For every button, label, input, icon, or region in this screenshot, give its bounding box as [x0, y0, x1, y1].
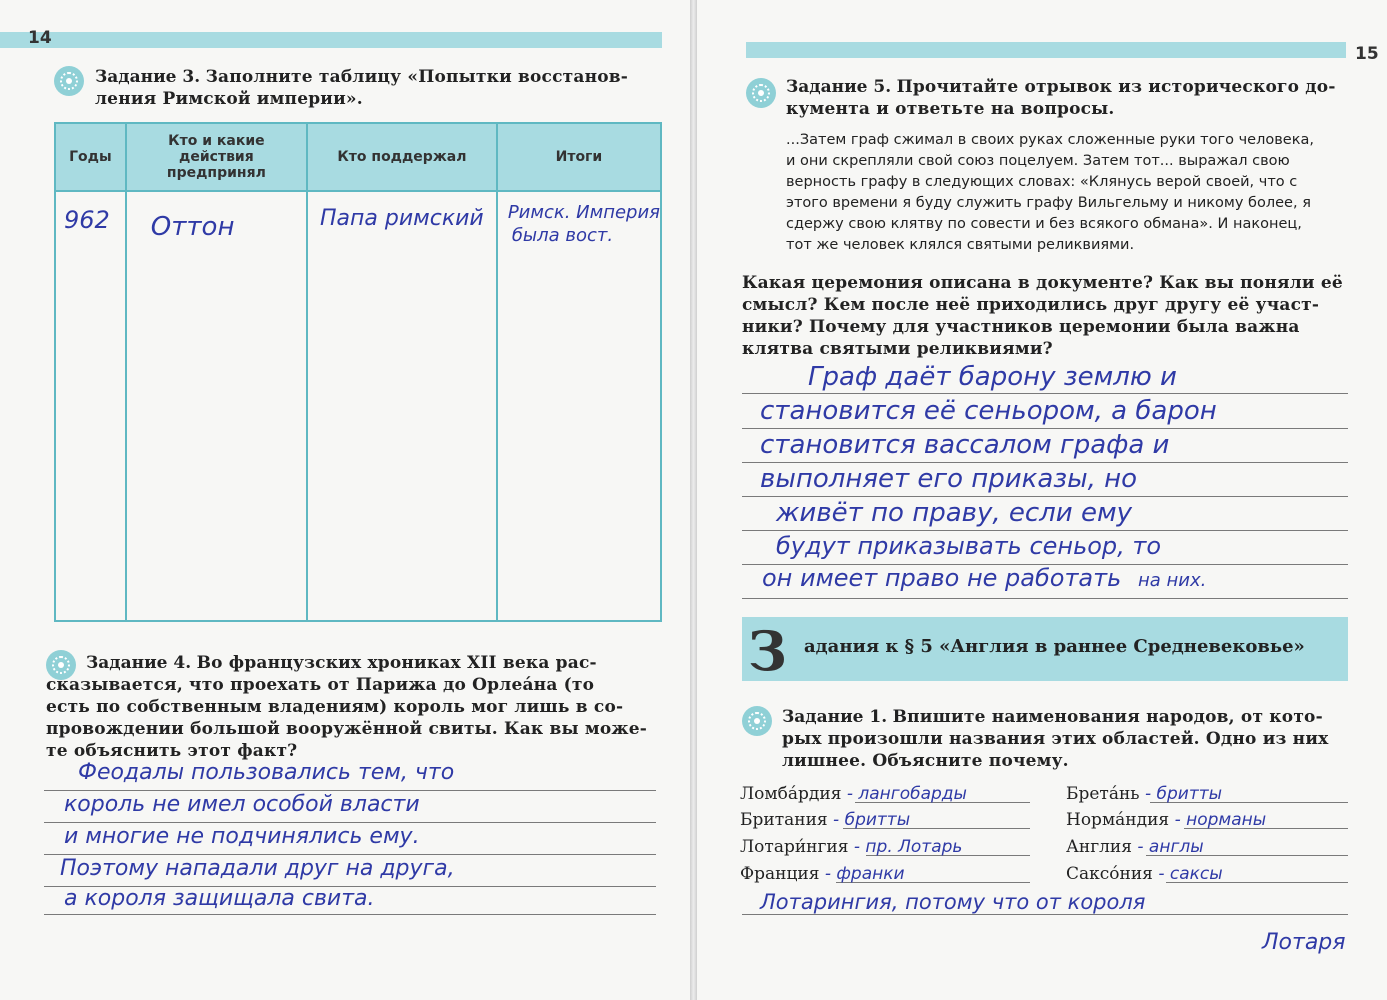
task5-questions	[742, 272, 1354, 360]
task5-heading	[786, 76, 1352, 120]
task1-label: Задание 1.	[782, 707, 888, 727]
top-stripe	[0, 32, 662, 48]
col-header-results: Итоги	[497, 123, 661, 191]
task4-answer-1[interactable]: Феодалы пользовались тем, что	[78, 760, 455, 785]
quote-line: верность графу в следующих словах: «Клянусь верой своей, что с	[786, 174, 1298, 190]
region-answer[interactable]: - бритты	[1144, 784, 1223, 804]
task4-answer-3[interactable]: и многие не подчинялись ему.	[64, 824, 420, 849]
table-row	[55, 191, 661, 621]
quote-line: тот же человек клялся святыми реликвиями.	[786, 237, 1135, 253]
region-anglia	[1066, 837, 1204, 857]
task-badge-icon	[742, 706, 772, 736]
task4-text-3: есть по собственным владениям) король мог лишь в со-	[46, 697, 624, 717]
task1-answer-2[interactable]: Лотаря	[1262, 930, 1346, 955]
task1-text-3: лишнее. Объясните почему.	[782, 751, 1069, 771]
task5-text-2: кумента и ответьте на вопросы.	[786, 99, 1115, 119]
region-name: Британия	[740, 810, 828, 830]
answer-line	[44, 914, 656, 915]
region-francia	[740, 864, 905, 884]
cell-who[interactable]	[126, 191, 307, 621]
task1-heading	[782, 706, 1352, 772]
task4-heading	[86, 652, 656, 674]
cell-year[interactable]	[55, 191, 126, 621]
task5-answer-7[interactable]: он имеет право не работать	[762, 564, 1122, 592]
page-number: 15	[1355, 44, 1379, 64]
answer-line	[742, 428, 1348, 429]
region-normandia	[1066, 810, 1266, 830]
section-title: адания к § 5 «Англия в раннее Средневековье»	[804, 636, 1305, 657]
region-britania	[740, 810, 910, 830]
region-name: Англия	[1066, 837, 1132, 857]
region-lombardia	[740, 784, 967, 804]
task3-text-2: ления Римской империи».	[95, 89, 363, 109]
question-line: смысл? Кем после неё приходились друг другу её участ-	[742, 295, 1320, 315]
answer-line	[742, 530, 1348, 531]
col-header-supported: Кто поддержал	[307, 123, 497, 191]
section-heading	[742, 617, 1348, 681]
task5-label: Задание 5.	[786, 77, 892, 97]
region-bretan	[1066, 784, 1222, 804]
task4-text-2: сказывается, что проехать от Парижа до Орлеáна (то	[46, 675, 595, 695]
top-stripe	[746, 42, 1346, 58]
quote-line: этого времени я буду служить графу Вильгельму и никому более, я	[786, 195, 1311, 211]
cell-results[interactable]	[497, 191, 661, 621]
question-line: Какая церемония описана в документе? Как вы поняли её	[742, 273, 1343, 293]
task-badge-icon	[54, 66, 84, 96]
task5-answer-5[interactable]: живёт по праву, если ему	[776, 498, 1132, 528]
answer-line	[742, 496, 1348, 497]
region-name: Нормáндия	[1066, 810, 1170, 830]
task5-answer-2[interactable]: становится её сеньором, а барон	[760, 396, 1217, 426]
region-name: Ломбáрдия	[740, 784, 842, 804]
task4-answer-5[interactable]: а короля защищала свита.	[64, 886, 375, 911]
col-header-who: Кто и какие действия предпринял	[126, 123, 307, 191]
region-saksonia	[1066, 864, 1223, 884]
region-answer[interactable]: - англы	[1137, 837, 1204, 857]
task5-text-1: Прочитайте отрывок из исторического до-	[896, 77, 1336, 97]
task3-table	[54, 122, 662, 622]
region-answer[interactable]: - лангобарды	[846, 784, 967, 804]
answer-line	[44, 854, 656, 855]
task4-text-1: Во французских хрониках XII века рас-	[196, 653, 597, 673]
region-answer[interactable]: - бритты	[833, 810, 911, 830]
supported-value: Папа римский	[319, 206, 484, 231]
region-lotaringia	[740, 837, 962, 857]
task5-answer-8[interactable]: на них.	[1138, 570, 1207, 591]
region-name: Бретáнь	[1066, 784, 1140, 804]
task4-body	[46, 674, 656, 762]
region-answer[interactable]: - франки	[824, 864, 905, 884]
region-name: Лотари́нгия	[740, 837, 849, 857]
answer-line	[742, 914, 1348, 915]
task5-answer-3[interactable]: становится вассалом графа и	[760, 430, 1170, 460]
task4-answer-2[interactable]: король не имел особой власти	[64, 792, 420, 817]
task4-text-4: провождении большой вооружённой свиты. Как вы може-	[46, 719, 648, 739]
result-value-1: Римск. Империя	[507, 202, 660, 223]
region-name: Саксóния	[1066, 864, 1153, 884]
page-number: 14	[28, 28, 52, 48]
task1-text-1: Впишите наименования народов, от кото-	[892, 707, 1323, 727]
task4-answer-4[interactable]: Поэтому нападали друг на друга,	[60, 856, 455, 881]
quote-line: сдержу свою клятву по совести и без всякого обмана». И наконец,	[786, 216, 1302, 232]
quote-line: и они скрепляли свой союз поцелуем. Затем тот... выражал свою	[786, 153, 1290, 169]
task3-heading	[95, 66, 660, 110]
task5-answer-4[interactable]: выполняет его приказы, но	[760, 464, 1138, 494]
task1-answer-1[interactable]: Лотарингия, потому что от короля	[760, 890, 1146, 914]
answer-line	[44, 822, 656, 823]
region-answer[interactable]: - норманы	[1174, 810, 1267, 830]
col-header-years: Годы	[55, 123, 126, 191]
task4-label: Задание 4.	[86, 653, 192, 673]
region-answer[interactable]: - саксы	[1158, 864, 1223, 884]
region-answer[interactable]: - пр. Лотарь	[853, 837, 963, 857]
task5-answer-1[interactable]: Граф даёт барону землю и	[808, 362, 1177, 392]
task4-text-5: те объяснить этот факт?	[46, 741, 298, 761]
answer-line	[742, 598, 1348, 599]
task3-text-1: Заполните таблицу «Попытки восстанов-	[205, 67, 629, 87]
year-value: 962	[64, 206, 110, 234]
cell-supported[interactable]	[307, 191, 497, 621]
left-page	[0, 0, 690, 1000]
who-value: Оттон	[150, 212, 235, 242]
question-line: клятва святыми реликвиями?	[742, 339, 1053, 359]
question-line: ники? Почему для участников церемонии была важна	[742, 317, 1300, 337]
result-value-2: была вост.	[511, 225, 614, 246]
answer-line	[44, 790, 656, 791]
region-name: Франция	[740, 864, 820, 884]
document-excerpt	[786, 130, 1352, 256]
answer-line	[742, 462, 1348, 463]
task1-text-2: рых произошли названия этих областей. Одно из них	[782, 729, 1329, 749]
task3-label: Задание 3.	[95, 67, 201, 87]
book-gutter	[690, 0, 697, 1000]
answer-line	[742, 393, 1348, 394]
task-badge-icon	[746, 78, 776, 108]
section-initial: З	[748, 619, 787, 683]
quote-line: ...Затем граф сжимал в своих руках сложенные руки того человека,	[786, 132, 1314, 148]
task5-answer-6[interactable]: будут приказывать сеньор, то	[776, 532, 1162, 560]
